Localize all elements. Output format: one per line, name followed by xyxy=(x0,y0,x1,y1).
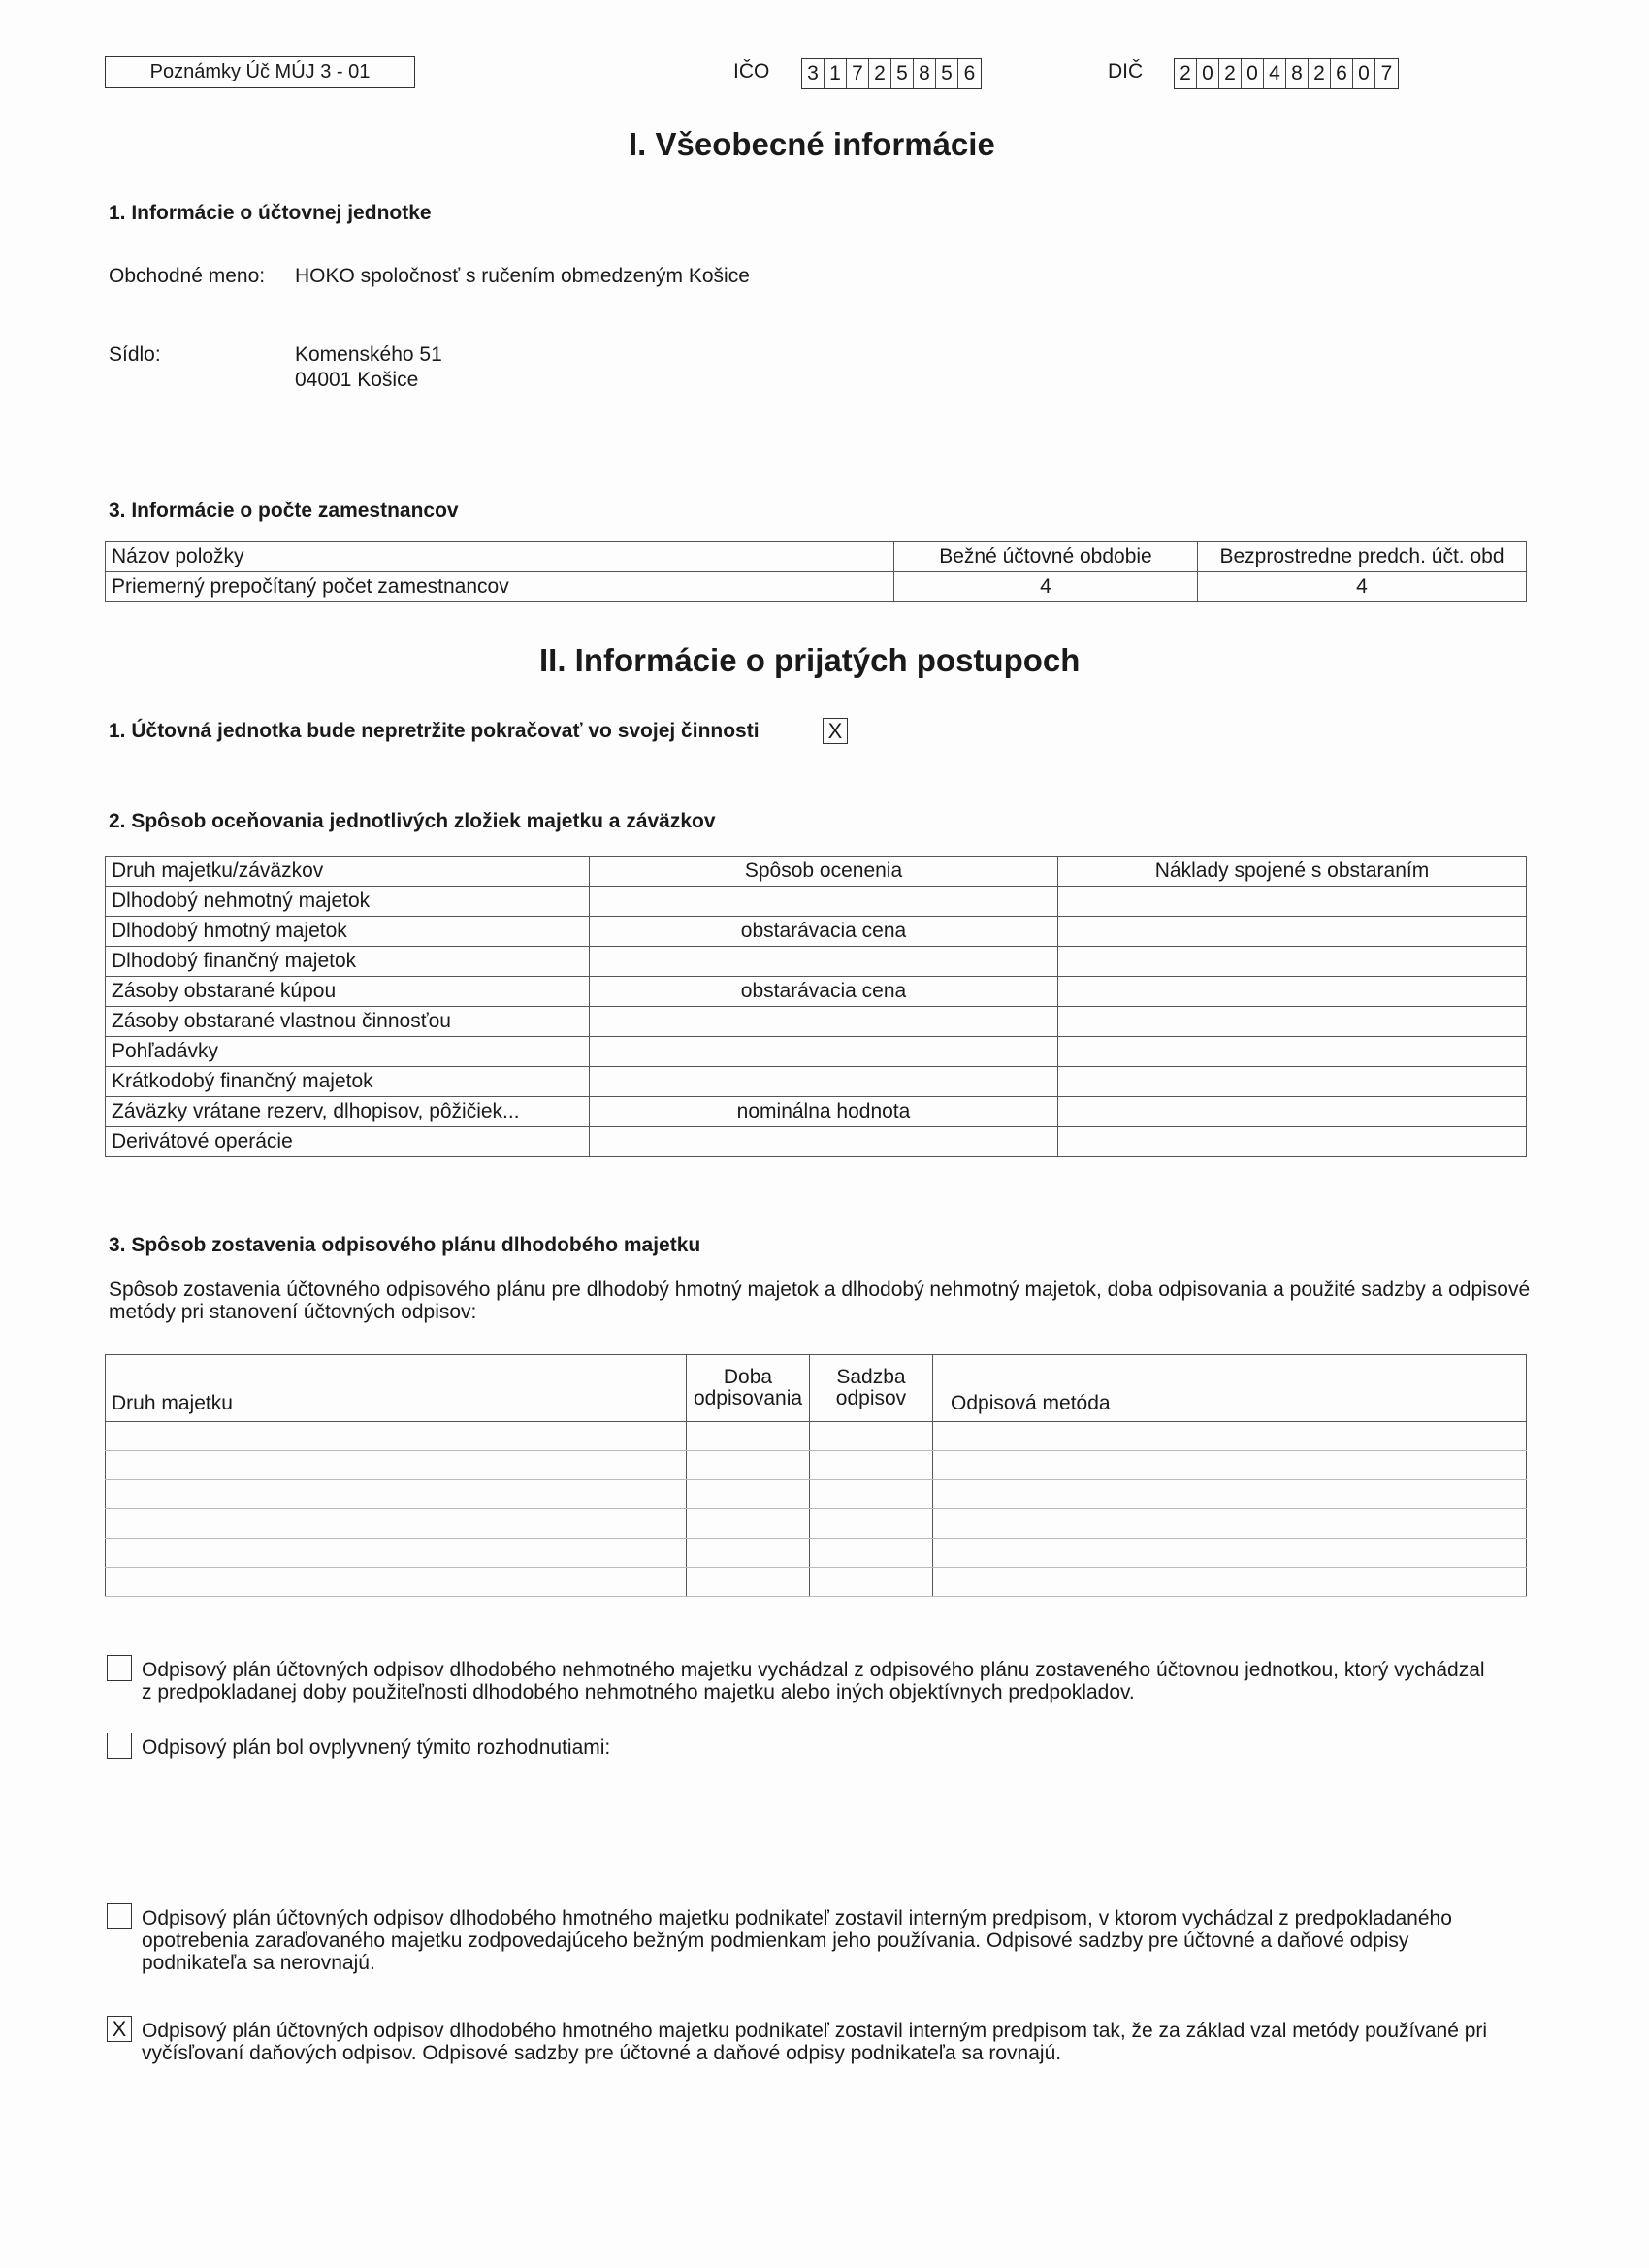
acquisition-cost-cell xyxy=(1058,887,1527,917)
digit-box: 2 xyxy=(1219,59,1242,88)
valuation-method-cell xyxy=(590,1127,1058,1157)
empty-cell xyxy=(810,1422,933,1451)
asset-type-cell: Zásoby obstarané vlastnou činnosťou xyxy=(106,1007,590,1037)
asset-type-cell: Záväzky vrátane rezerv, dlhopisov, pôžičiek... xyxy=(106,1097,590,1127)
empty-cell xyxy=(933,1539,1527,1568)
empty-cell xyxy=(687,1451,810,1480)
table-header-row xyxy=(106,542,1527,572)
header-cell: Bežné účtovné obdobie xyxy=(894,542,1198,572)
empty-cell xyxy=(687,1422,810,1451)
employees-table xyxy=(105,541,1527,602)
valuation-table xyxy=(105,856,1527,1157)
name-label: Obchodné meno: xyxy=(109,265,266,287)
seat-label: Sídlo: xyxy=(109,343,161,366)
current-period-value: 4 xyxy=(894,572,1198,602)
digit-box: 0 xyxy=(1353,59,1375,88)
header-cell: Bezprostredne predch. účt. obd xyxy=(1198,542,1527,572)
option-checkbox-2[interactable] xyxy=(107,1733,132,1759)
empty-cell xyxy=(933,1480,1527,1509)
asset-type-cell: Krátkodobý finančný majetok xyxy=(106,1067,590,1097)
row-label: Priemerný prepočítaný počet zamestnancov xyxy=(106,572,894,602)
asset-type-cell: Dlhodobý finančný majetok xyxy=(106,947,590,977)
table-row xyxy=(106,917,1527,947)
asset-type-cell: Pohľadávky xyxy=(106,1037,590,1067)
digit-box: 2 xyxy=(1175,59,1197,88)
table-row xyxy=(106,1509,1527,1539)
option-text-1: Odpisový plán účtovných odpisov dlhodobého nehmotného majetku vychádzal z odpisového plánu zostaveného účtovnou jednotkou, ktorý vychádzal z predpokladanej doby použiteľnosti dlhodobého nehmotného majetku alebo iných objektívnych predpokladov. xyxy=(142,1659,1485,1703)
option-text-2: Odpisový plán bol ovplyvnený týmito rozhodnutiami: xyxy=(142,1736,611,1759)
empty-cell xyxy=(810,1568,933,1597)
empty-cell xyxy=(106,1480,687,1509)
header-line: Doba xyxy=(723,1366,773,1388)
acquisition-cost-cell xyxy=(1058,1067,1527,1097)
header-cell xyxy=(810,1355,933,1422)
empty-cell xyxy=(933,1422,1527,1451)
asset-type-cell: Dlhodobý hmotný majetok xyxy=(106,917,590,947)
option-text-4: Odpisový plán účtovných odpisov dlhodobého hmotného majetku podnikateľ zostavil interným predpisom tak, že za základ vzal metódy používané pri vyčísľovaní daňových odpisov. Odpisové sadzby pre účtovné a daňové odpisy podnikateľa sa rovnajú. xyxy=(142,2020,1488,2064)
asset-type-cell: Derivátové operácie xyxy=(106,1127,590,1157)
table-row xyxy=(106,1480,1527,1509)
table-row xyxy=(106,1451,1527,1480)
header-cell: Druh majetku xyxy=(106,1355,687,1422)
valuation-method-cell xyxy=(590,947,1058,977)
valuation-method-cell xyxy=(590,887,1058,917)
header-cell: Názov položky xyxy=(106,542,894,572)
table-row xyxy=(106,1127,1527,1157)
s2-title: 2. Spôsob oceňovania jednotlivých zložiek majetku a záväzkov xyxy=(109,810,716,832)
seat-street: Komenského 51 xyxy=(295,343,442,366)
dic-label: DIČ xyxy=(1108,60,1144,82)
digit-box: 7 xyxy=(1380,62,1393,84)
table-row xyxy=(106,947,1527,977)
option-checkbox-4[interactable]: X xyxy=(107,2016,132,2042)
table-row xyxy=(106,1097,1527,1127)
valuation-method-cell: obstarávacia cena xyxy=(590,917,1058,947)
table-row xyxy=(106,977,1527,1007)
empty-cell xyxy=(106,1568,687,1597)
valuation-method-cell: nominálna hodnota xyxy=(590,1097,1058,1127)
digit-box: 8 xyxy=(1286,59,1309,88)
empty-cell xyxy=(106,1451,687,1480)
asset-type-cell: Zásoby obstarané kúpou xyxy=(106,977,590,1007)
digit-box: 6 xyxy=(963,62,976,84)
empty-cell xyxy=(106,1422,687,1451)
valuation-method-cell: obstarávacia cena xyxy=(590,977,1058,1007)
empty-cell xyxy=(810,1480,933,1509)
acquisition-cost-cell xyxy=(1058,1007,1527,1037)
s1-title: 1. Informácie o účtovnej jednotke xyxy=(109,202,432,224)
header-line: odpisovania xyxy=(693,1387,803,1409)
continuity-text: 1. Účtovná jednotka bude nepretržite pokračovať vo svojej činnosti xyxy=(109,720,760,742)
table-row xyxy=(106,887,1527,917)
ico-label: IČO xyxy=(733,60,770,82)
acquisition-cost-cell xyxy=(1058,1037,1527,1067)
acquisition-cost-cell xyxy=(1058,977,1527,1007)
digit-box: 7 xyxy=(847,59,869,88)
continuity-checkbox[interactable]: X xyxy=(823,718,848,744)
part2-title: II. Informácie o prijatých postupoch xyxy=(539,642,1081,678)
header-cell: Náklady spojené s obstaraním xyxy=(1058,857,1527,887)
header-line: Sadzba xyxy=(836,1366,906,1388)
empty-cell xyxy=(933,1451,1527,1480)
dic-digits xyxy=(1174,58,1399,89)
header-cell: Spôsob ocenenia xyxy=(590,857,1058,887)
ico-digits xyxy=(801,58,982,89)
empty-cell xyxy=(810,1451,933,1480)
option-checkbox-3[interactable] xyxy=(107,1903,132,1929)
asset-type-cell: Dlhodobý nehmotný majetok xyxy=(106,887,590,917)
table-row xyxy=(106,1007,1527,1037)
option-checkbox-1[interactable] xyxy=(107,1655,132,1681)
digit-box: 4 xyxy=(1264,59,1286,88)
table-row xyxy=(106,1067,1527,1097)
valuation-method-cell xyxy=(590,1037,1058,1067)
table-row xyxy=(106,1539,1527,1568)
s3-intro: Spôsob zostavenia účtovného odpisového plánu pre dlhodobý hmotný majetok a dlhodobý nehmotný majetok, doba odpisovania a použité sadzby a odpisové metódy pri stanovení účtovných odpisov: xyxy=(109,1279,1531,1323)
empty-cell xyxy=(687,1568,810,1597)
valuation-method-cell xyxy=(590,1067,1058,1097)
acquisition-cost-cell xyxy=(1058,1127,1527,1157)
option-text-3: Odpisový plán účtovných odpisov dlhodobého hmotného majetku podnikateľ zostavil interným predpisom, v ktorom vychádzal z predpokladaného opotrebenia zaraďovaného majetku zodpovedajúceho bežným podmienkam jeho používania. Odpisové sadzby pre účtovné a daňové odpisy podnikateľa sa nerovnajú. xyxy=(142,1907,1452,1974)
table-header-row xyxy=(106,857,1527,887)
depreciation-table xyxy=(105,1354,1527,1597)
header-cell: Druh majetku/záväzkov xyxy=(106,857,590,887)
digit-box: 2 xyxy=(869,59,891,88)
digit-box: 0 xyxy=(1197,59,1219,88)
digit-box: 1 xyxy=(824,59,847,88)
digit-box: 8 xyxy=(914,59,936,88)
acquisition-cost-cell xyxy=(1058,947,1527,977)
empty-cell xyxy=(687,1509,810,1539)
table-row xyxy=(106,1422,1527,1451)
digit-box: 5 xyxy=(936,59,958,88)
valuation-method-cell xyxy=(590,1007,1058,1037)
s3-depreciation-title: 3. Spôsob zostavenia odpisového plánu dlhodobého majetku xyxy=(109,1234,701,1256)
header-line: odpisov xyxy=(835,1387,907,1409)
acquisition-cost-cell xyxy=(1058,917,1527,947)
table-row xyxy=(106,572,1527,602)
header-cell: Odpisová metóda xyxy=(933,1355,1527,1422)
empty-cell xyxy=(106,1539,687,1568)
empty-cell xyxy=(933,1568,1527,1597)
digit-box: 2 xyxy=(1309,59,1331,88)
table-header-row xyxy=(106,1355,1527,1422)
part1-title: I. Všeobecné informácie xyxy=(629,126,995,162)
digit-box: 6 xyxy=(1331,59,1353,88)
empty-cell xyxy=(810,1539,933,1568)
table-row xyxy=(106,1037,1527,1067)
empty-cell xyxy=(810,1509,933,1539)
empty-cell xyxy=(687,1480,810,1509)
acquisition-cost-cell xyxy=(1058,1097,1527,1127)
empty-cell xyxy=(933,1509,1527,1539)
previous-period-value: 4 xyxy=(1198,572,1527,602)
table-row xyxy=(106,1568,1527,1597)
name-value: HOKO spoločnosť s ručením obmedzeným Košice xyxy=(295,265,750,287)
empty-cell xyxy=(687,1539,810,1568)
form-id: Poznámky Úč MÚJ 3 - 01 xyxy=(105,56,415,88)
s3-employees-title: 3. Informácie o počte zamestnancov xyxy=(109,500,459,522)
digit-box: 5 xyxy=(891,59,914,88)
digit-box: 0 xyxy=(1242,59,1264,88)
empty-cell xyxy=(106,1509,687,1539)
digit-box: 3 xyxy=(802,59,824,88)
header-cell xyxy=(687,1355,810,1422)
seat-city: 04001 Košice xyxy=(295,369,419,391)
